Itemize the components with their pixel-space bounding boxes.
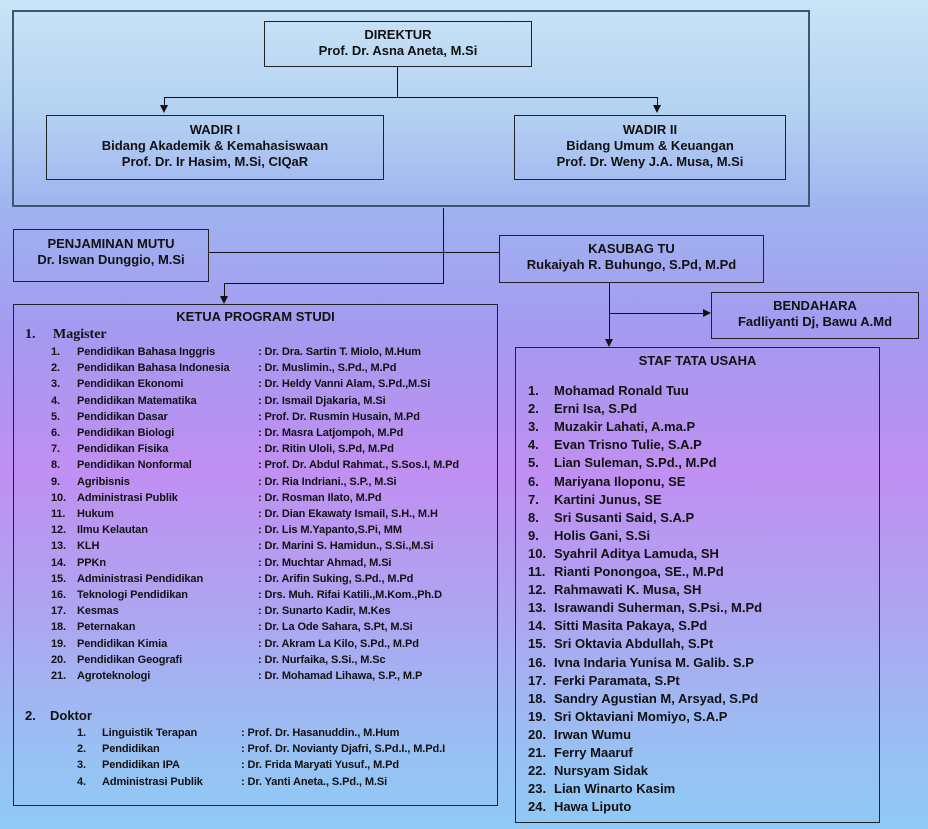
doktor-heading: Doktor xyxy=(50,708,92,723)
arrow-icon xyxy=(703,309,711,317)
arrow-icon xyxy=(160,105,168,113)
staf-row-n: 18. xyxy=(528,690,547,706)
kasubag-box xyxy=(499,235,764,283)
magister-row-ketua: : Dr. Nurfaika, S.Si., M.Sc xyxy=(258,653,386,666)
arrow-icon xyxy=(605,339,613,347)
magister-row-n: 6. xyxy=(51,427,60,439)
staf-row-name: Sri Susanti Said, S.A.P xyxy=(554,509,695,525)
doktor-row-n: 1. xyxy=(77,727,86,739)
doktor-row-ketua: : Dr. Frida Maryati Yusuf., M.Pd xyxy=(241,759,399,772)
magister-row-n: 10. xyxy=(51,491,66,504)
magister-row-ketua: : Dr. Masra Latjompoh, M.Pd xyxy=(258,427,404,439)
staf-row-name: Sri Oktavia Abdullah, S.Pt xyxy=(554,636,714,652)
staf-box xyxy=(515,347,880,823)
staf-row-name: Syahril Aditya Lamuda, SH xyxy=(554,545,719,561)
doktor-row-ketua: : Prof. Dr. Novianty Djafri, S.Pd.I., M.Pd.I xyxy=(241,743,446,756)
staf-row-name: Ferry Maaruf xyxy=(554,745,633,760)
staf-row-name: Israwandi Suherman, S.Psi., M.Pd xyxy=(554,600,763,616)
doktor-row-prodi: Pendidikan xyxy=(102,743,160,756)
magister-row-ketua: : Dr. Mohamad Lihawa, S.P., M.P xyxy=(258,670,423,682)
magister-row-n: 3. xyxy=(51,378,60,391)
staf-row-n: 17. xyxy=(528,672,547,688)
wadir1-title: WADIR I xyxy=(189,122,241,137)
staf-row-name: Sandry Agustian M, Arsyad, S.Pd xyxy=(554,690,759,706)
staf-row-name: Lian Winarto Kasim xyxy=(554,781,676,797)
magister-row-prodi: Pendidikan Matematika xyxy=(77,394,197,407)
magister-row-n: 1. xyxy=(51,346,60,358)
magister-row-n: 16. xyxy=(51,589,66,601)
staf-row-n: 20. xyxy=(528,726,547,742)
staf-row-n: 19. xyxy=(528,708,547,724)
magister-row-ketua: : Dr. Muchtar Ahmad, M.Si xyxy=(258,556,392,569)
magister-row-ketua: : Dr. Ria Indriani., S.P., M.Si xyxy=(258,475,397,488)
magister-row-prodi: Hukum xyxy=(77,508,114,520)
staf-row-name: Sitti Masita Pakaya, S.Pd xyxy=(554,618,708,634)
connector xyxy=(224,283,444,284)
staf-row-n: 22. xyxy=(528,763,547,779)
staf-row-n: 13. xyxy=(528,600,547,616)
staf-row-n: 21. xyxy=(528,745,547,760)
direktur-name: Prof. Dr. Asna Aneta, M.Si xyxy=(318,43,478,58)
magister-row-prodi: Agroteknologi xyxy=(77,670,151,682)
magister-row-prodi: Agribisnis xyxy=(77,475,130,488)
magister-row-prodi: Pendidikan Geografi xyxy=(77,653,183,666)
magister-row-n: 4. xyxy=(51,394,60,407)
magister-row-prodi: Pendidikan Biologi xyxy=(77,427,175,439)
connector xyxy=(609,313,706,314)
staf-row-n: 12. xyxy=(528,582,547,598)
arrow-icon xyxy=(220,296,228,304)
staf-row-n: 9. xyxy=(528,527,539,543)
staf-row-n: 7. xyxy=(528,491,539,507)
staf-row-name: Sri Oktaviani Momiyo, S.A.P xyxy=(554,708,728,724)
connector xyxy=(443,208,444,284)
magister-row-prodi: Kesmas xyxy=(77,605,119,618)
magister-row-prodi: Pendidikan Fisika xyxy=(77,443,169,456)
doktor-row-prodi: Administrasi Publik xyxy=(102,775,203,788)
staf-row-n: 15. xyxy=(528,636,547,652)
staf-row-n: 24. xyxy=(528,799,547,815)
kps-box xyxy=(13,304,498,806)
magister-row-prodi: Teknologi Pendidikan xyxy=(77,589,188,601)
magister-row-ketua: : Prof. Dr. Rusmin Husain, M.Pd xyxy=(258,410,420,423)
magister-row-prodi: Administrasi Pendidikan xyxy=(77,572,204,585)
kasubag-name: Rukaiyah R. Buhungo, S.Pd, M.Pd xyxy=(526,257,737,272)
magister-row-n: 11. xyxy=(51,508,66,520)
magister-row-ketua: : Dr. Heldy Vanni Alam, S.Pd.,M.Si xyxy=(258,378,431,391)
staf-row-name: Mariyana Iloponu, SE xyxy=(554,473,686,489)
staf-row-n: 23. xyxy=(528,781,547,797)
wadir1-dept: Bidang Akademik & Kemahasiswaan xyxy=(101,138,329,153)
magister-row-prodi: Pendidikan Kimia xyxy=(77,637,168,650)
magister-row-n: 17. xyxy=(51,605,66,618)
magister-row-ketua: : Dr. Arifin Suking, S.Pd., M.Pd xyxy=(258,572,414,585)
magister-row-ketua: : Dr. Sunarto Kadir, M.Kes xyxy=(258,605,391,618)
staf-row-n: 6. xyxy=(528,473,539,489)
connector xyxy=(397,67,398,97)
wadir1-box xyxy=(46,115,384,180)
magister-row-prodi: KLH xyxy=(77,540,100,553)
staf-row-n: 11. xyxy=(528,564,546,579)
magister-row-n: 18. xyxy=(51,621,66,634)
connector xyxy=(609,283,610,340)
staf-row-name: Irwan Wumu xyxy=(554,726,632,742)
magister-row-n: 14. xyxy=(51,556,66,569)
staf-row-name: Kartini Junus, SE xyxy=(554,491,662,507)
penjaminan-name: Dr. Iswan Dunggio, M.Si xyxy=(37,252,185,267)
magister-row-n: 5. xyxy=(51,410,60,423)
staf-row-n: 10. xyxy=(528,545,547,561)
magister-row-ketua: : Dr. Rosman Ilato, M.Pd xyxy=(258,491,382,504)
staf-row-n: 4. xyxy=(528,437,539,453)
magister-row-ketua: : Dr. Muslimin., S.Pd., M.Pd xyxy=(258,362,397,375)
magister-row-prodi: Pendidikan Nonformal xyxy=(77,459,192,472)
magister-row-ketua: : Dr. Ismail Djakaria, M.Si xyxy=(258,394,386,407)
magister-row-n: 9. xyxy=(51,475,60,488)
staf-row-n: 5. xyxy=(528,455,539,471)
magister-row-n: 13. xyxy=(51,540,66,553)
magister-row-n: 7. xyxy=(51,443,60,456)
staf-title: STAF TATA USAHA xyxy=(638,353,757,368)
wadir2-name: Prof. Dr. Weny J.A. Musa, M.Si xyxy=(556,154,744,169)
magister-row-prodi: Ilmu Kelautan xyxy=(77,524,148,537)
doktor-row-n: 2. xyxy=(77,743,86,756)
direktur-box xyxy=(264,21,532,67)
staf-row-name: Mohamad Ronald Tuu xyxy=(554,383,689,398)
direktur-title: DIREKTUR xyxy=(364,27,432,42)
staf-row-n: 14. xyxy=(528,618,547,634)
magister-row-ketua: : Dr. Akram La Kilo, S.Pd., M.Pd xyxy=(258,637,419,650)
connector xyxy=(208,252,500,253)
staf-row-name: Erni Isa, S.Pd xyxy=(554,401,638,417)
doktor-row-ketua: : Dr. Yanti Aneta., S.Pd., M.Si xyxy=(241,775,388,788)
wadir2-dept: Bidang Umum & Keuangan xyxy=(566,138,734,153)
magister-row-prodi: Pendidikan Dasar xyxy=(77,410,168,423)
doktor-row-ketua: : Prof. Dr. Hasanuddin., M.Hum xyxy=(241,727,400,739)
wadir2-title: WADIR II xyxy=(622,122,678,137)
doktor-row-n: 4. xyxy=(77,775,86,788)
bendahara-box xyxy=(711,292,919,339)
penjaminan-box xyxy=(13,229,209,282)
staf-row-name: Ivna Indaria Yunisa M. Galib. S.P xyxy=(554,654,754,670)
staf-row-name: Ferki Paramata, S.Pt xyxy=(554,672,680,688)
magister-row-ketua: : Prof. Dr. Abdul Rahmat., S.Sos.I, M.Pd xyxy=(258,459,459,472)
magister-row-prodi: Pendidikan Bahasa Inggris xyxy=(77,346,216,358)
doktor-row-n: 3. xyxy=(77,759,86,772)
staf-row-n: 2. xyxy=(528,401,539,417)
connector xyxy=(224,283,225,297)
staf-row-name: Muzakir Lahati, A.ma.P xyxy=(554,419,696,435)
staf-row-n: 3. xyxy=(528,419,539,435)
magister-row-prodi: Pendidikan Ekonomi xyxy=(77,378,184,391)
arrow-icon xyxy=(653,105,661,113)
magister-row-n: 15. xyxy=(51,572,66,585)
doktor-number: 2. xyxy=(25,708,36,723)
magister-row-ketua: : Drs. Muh. Rifai Katili.,M.Kom.,Ph.D xyxy=(258,589,442,601)
staf-row-n: 1. xyxy=(528,383,539,398)
staf-row-n: 16. xyxy=(528,654,547,670)
wadir1-name: Prof. Dr. Ir Hasim, M.Si, CIQaR xyxy=(121,154,309,169)
bendahara-name: Fadliyanti Dj, Bawu A.Md xyxy=(737,314,893,329)
magister-row-n: 8. xyxy=(51,459,60,472)
magister-row-ketua: : Dr. Marini S. Hamidun., S.Si.,M.Si xyxy=(258,540,434,553)
staf-row-name: Rianti Ponongoa, SE., M.Pd xyxy=(554,564,724,579)
magister-row-ketua: : Dr. Ritin Uloli, S.Pd, M.Pd xyxy=(258,443,394,456)
magister-row-n: 19. xyxy=(51,637,66,650)
penjaminan-title: PENJAMINAN MUTU xyxy=(47,236,175,251)
magister-row-n: 2. xyxy=(51,362,60,375)
kps-title: KETUA PROGRAM STUDI xyxy=(176,309,335,324)
magister-row-n: 21. xyxy=(51,670,66,682)
kasubag-title: KASUBAG TU xyxy=(588,241,675,256)
magister-number: 1. xyxy=(25,327,36,342)
magister-row-n: 12. xyxy=(51,524,66,537)
magister-row-ketua: : Dr. La Ode Sahara, S.Pt, M.Si xyxy=(258,621,413,634)
magister-row-prodi: Pendidikan Bahasa Indonesia xyxy=(77,362,230,375)
doktor-row-prodi: Linguistik Terapan xyxy=(102,727,198,739)
staf-row-n: 8. xyxy=(528,509,539,525)
staf-row-name: Evan Trisno Tulie, S.A.P xyxy=(554,437,702,453)
doktor-row-prodi: Pendidikan IPA xyxy=(102,759,180,772)
staf-row-name: Nursyam Sidak xyxy=(554,763,648,779)
magister-row-n: 20. xyxy=(51,653,66,666)
staf-row-name: Lian Suleman, S.Pd., M.Pd xyxy=(554,455,717,471)
magister-heading: Magister xyxy=(53,327,107,342)
wadir2-box xyxy=(514,115,786,180)
magister-row-ketua: : Dr. Lis M.Yapanto,S.Pi, MM xyxy=(258,524,402,537)
magister-row-prodi: Peternakan xyxy=(77,621,136,634)
staf-row-name: Hawa Liputo xyxy=(554,799,632,815)
magister-row-prodi: Administrasi Publik xyxy=(77,491,178,504)
bendahara-title: BENDAHARA xyxy=(773,298,857,313)
magister-row-ketua: : Dr. Dra. Sartin T. Miolo, M.Hum xyxy=(258,346,421,358)
magister-row-ketua: : Dr. Dian Ekawaty Ismail, S.H., M.H xyxy=(258,508,438,520)
staf-row-name: Rahmawati K. Musa, SH xyxy=(554,582,702,598)
magister-row-prodi: PPKn xyxy=(77,556,106,569)
staf-row-name: Holis Gani, S.Si xyxy=(554,527,651,543)
connector xyxy=(164,97,657,98)
